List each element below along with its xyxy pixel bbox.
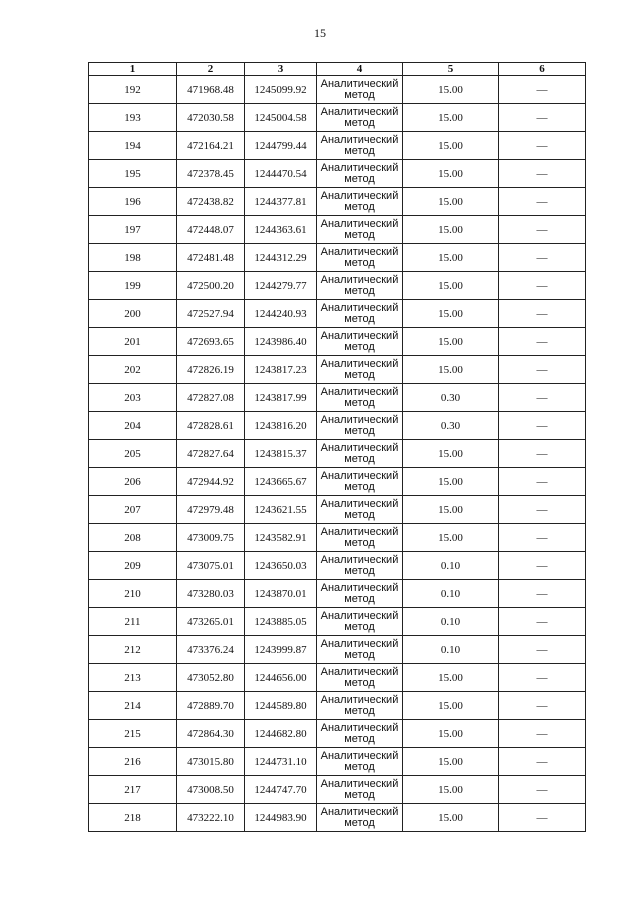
table-row <box>89 412 586 440</box>
x-coordinate-cell: 472827.64 <box>177 440 245 468</box>
point-number-cell: 202 <box>89 356 177 384</box>
accuracy-cell: 15.00 <box>403 440 499 468</box>
method-text: метод <box>344 564 375 577</box>
method-text: Аналитический <box>320 469 399 482</box>
accuracy-cell: 15.00 <box>403 524 499 552</box>
method-text: Аналитический <box>320 805 399 818</box>
method-text: Аналитический <box>320 329 399 342</box>
method-text: Аналитический <box>320 385 399 398</box>
method-text: Аналитический <box>320 553 399 566</box>
y-coordinate-cell: 1243870.01 <box>245 580 317 608</box>
accuracy-cell: 15.00 <box>403 272 499 300</box>
y-coordinate-cell: 1243816.20 <box>245 412 317 440</box>
method-text: Аналитический <box>320 777 399 790</box>
point-number-cell: 211 <box>89 608 177 636</box>
x-coordinate-cell: 473280.03 <box>177 580 245 608</box>
method-cell <box>317 76 403 104</box>
y-coordinate-cell: 1244470.54 <box>245 160 317 188</box>
y-coordinate-cell: 1244747.70 <box>245 776 317 804</box>
method-cell <box>317 748 403 776</box>
method-text: Аналитический <box>320 497 399 510</box>
method-cell <box>317 104 403 132</box>
accuracy-cell: 15.00 <box>403 244 499 272</box>
x-coordinate-cell: 472827.08 <box>177 384 245 412</box>
point-number-cell: 208 <box>89 524 177 552</box>
method-text: метод <box>344 732 375 745</box>
note-cell: — <box>499 608 586 636</box>
method-cell <box>317 552 403 580</box>
table-row <box>89 692 586 720</box>
accuracy-cell: 15.00 <box>403 468 499 496</box>
y-coordinate-cell: 1243986.40 <box>245 328 317 356</box>
y-coordinate-cell: 1243817.99 <box>245 384 317 412</box>
method-cell <box>317 384 403 412</box>
method-text: метод <box>344 396 375 409</box>
note-cell: — <box>499 272 586 300</box>
x-coordinate-cell: 472826.19 <box>177 356 245 384</box>
method-text: метод <box>344 508 375 521</box>
method-text: Аналитический <box>320 637 399 650</box>
column-header: 1 <box>89 63 177 76</box>
method-text: Аналитический <box>320 273 399 286</box>
method-text: метод <box>344 592 375 605</box>
method-text: Аналитический <box>320 77 399 90</box>
point-number-cell: 196 <box>89 188 177 216</box>
method-cell <box>317 328 403 356</box>
column-header: 4 <box>317 63 403 76</box>
y-coordinate-cell: 1244682.80 <box>245 720 317 748</box>
x-coordinate-cell: 473015.80 <box>177 748 245 776</box>
accuracy-cell: 0.10 <box>403 552 499 580</box>
point-number-cell: 198 <box>89 244 177 272</box>
accuracy-cell: 15.00 <box>403 132 499 160</box>
point-number-cell: 205 <box>89 440 177 468</box>
y-coordinate-cell: 1243999.87 <box>245 636 317 664</box>
method-cell <box>317 272 403 300</box>
method-text: метод <box>344 228 375 241</box>
method-text: Аналитический <box>320 749 399 762</box>
table-row <box>89 216 586 244</box>
x-coordinate-cell: 473008.50 <box>177 776 245 804</box>
x-coordinate-cell: 472481.48 <box>177 244 245 272</box>
y-coordinate-cell: 1244799.44 <box>245 132 317 160</box>
method-text: метод <box>344 648 375 661</box>
y-coordinate-cell: 1244279.77 <box>245 272 317 300</box>
method-text: метод <box>344 424 375 437</box>
x-coordinate-cell: 473052.80 <box>177 664 245 692</box>
note-cell: — <box>499 748 586 776</box>
note-cell: — <box>499 580 586 608</box>
method-cell <box>317 580 403 608</box>
method-text: метод <box>344 88 375 101</box>
accuracy-cell: 15.00 <box>403 216 499 244</box>
note-cell: — <box>499 300 586 328</box>
x-coordinate-cell: 472378.45 <box>177 160 245 188</box>
y-coordinate-cell: 1243665.67 <box>245 468 317 496</box>
table-row <box>89 244 586 272</box>
note-cell: — <box>499 104 586 132</box>
method-text: метод <box>344 172 375 185</box>
x-coordinate-cell: 472030.58 <box>177 104 245 132</box>
accuracy-cell: 15.00 <box>403 496 499 524</box>
x-coordinate-cell: 472527.94 <box>177 300 245 328</box>
method-cell <box>317 412 403 440</box>
y-coordinate-cell: 1244240.93 <box>245 300 317 328</box>
method-cell <box>317 244 403 272</box>
table-row <box>89 468 586 496</box>
point-number-cell: 213 <box>89 664 177 692</box>
accuracy-cell: 15.00 <box>403 692 499 720</box>
method-text: Аналитический <box>320 581 399 594</box>
method-text: Аналитический <box>320 161 399 174</box>
point-number-cell: 214 <box>89 692 177 720</box>
point-number-cell: 207 <box>89 496 177 524</box>
accuracy-cell: 15.00 <box>403 188 499 216</box>
method-text: Аналитический <box>320 413 399 426</box>
method-text: метод <box>344 340 375 353</box>
point-number-cell: 192 <box>89 76 177 104</box>
page-number: 15 <box>314 26 326 40</box>
method-text: Аналитический <box>320 105 399 118</box>
note-cell: — <box>499 524 586 552</box>
x-coordinate-cell: 472438.82 <box>177 188 245 216</box>
accuracy-cell: 15.00 <box>403 300 499 328</box>
accuracy-cell: 0.10 <box>403 608 499 636</box>
point-number-cell: 210 <box>89 580 177 608</box>
note-cell: — <box>499 244 586 272</box>
point-number-cell: 200 <box>89 300 177 328</box>
method-text: Аналитический <box>320 301 399 314</box>
note-cell: — <box>499 328 586 356</box>
y-coordinate-cell: 1243621.55 <box>245 496 317 524</box>
point-number-cell: 217 <box>89 776 177 804</box>
note-cell: — <box>499 552 586 580</box>
method-text: Аналитический <box>320 441 399 454</box>
x-coordinate-cell: 473265.01 <box>177 608 245 636</box>
method-text: Аналитический <box>320 609 399 622</box>
method-text: метод <box>344 704 375 717</box>
y-coordinate-cell: 1245004.58 <box>245 104 317 132</box>
method-text: Аналитический <box>320 665 399 678</box>
table-row <box>89 272 586 300</box>
table-row <box>89 440 586 468</box>
x-coordinate-cell: 473009.75 <box>177 524 245 552</box>
table-row <box>89 664 586 692</box>
accuracy-cell: 15.00 <box>403 804 499 832</box>
y-coordinate-cell: 1244589.80 <box>245 692 317 720</box>
accuracy-cell: 0.10 <box>403 636 499 664</box>
method-text: метод <box>344 312 375 325</box>
method-cell <box>317 188 403 216</box>
y-coordinate-cell: 1243815.37 <box>245 440 317 468</box>
method-text: метод <box>344 284 375 297</box>
table-row <box>89 328 586 356</box>
method-cell <box>317 216 403 244</box>
point-number-cell: 216 <box>89 748 177 776</box>
point-number-cell: 197 <box>89 216 177 244</box>
x-coordinate-cell: 472164.21 <box>177 132 245 160</box>
x-coordinate-cell: 473222.10 <box>177 804 245 832</box>
table-row <box>89 748 586 776</box>
note-cell: — <box>499 804 586 832</box>
method-text: метод <box>344 480 375 493</box>
table-row <box>89 524 586 552</box>
accuracy-cell: 0.30 <box>403 384 499 412</box>
note-cell: — <box>499 160 586 188</box>
x-coordinate-cell: 472944.92 <box>177 468 245 496</box>
note-cell: — <box>499 776 586 804</box>
method-text: Аналитический <box>320 693 399 706</box>
table-row <box>89 356 586 384</box>
y-coordinate-cell: 1243885.05 <box>245 608 317 636</box>
x-coordinate-cell: 472864.30 <box>177 720 245 748</box>
table-row <box>89 300 586 328</box>
accuracy-cell: 15.00 <box>403 664 499 692</box>
y-coordinate-cell: 1243650.03 <box>245 552 317 580</box>
column-header: 6 <box>499 63 586 76</box>
accuracy-cell: 15.00 <box>403 104 499 132</box>
table-row <box>89 160 586 188</box>
method-text: метод <box>344 116 375 129</box>
table-row <box>89 636 586 664</box>
note-cell: — <box>499 188 586 216</box>
method-text: метод <box>344 676 375 689</box>
note-cell: — <box>499 384 586 412</box>
accuracy-cell: 15.00 <box>403 720 499 748</box>
note-cell: — <box>499 664 586 692</box>
x-coordinate-cell: 472693.65 <box>177 328 245 356</box>
method-text: Аналитический <box>320 189 399 202</box>
note-cell: — <box>499 132 586 160</box>
point-number-cell: 209 <box>89 552 177 580</box>
coordinates-table <box>88 62 586 832</box>
accuracy-cell: 15.00 <box>403 160 499 188</box>
method-text: метод <box>344 536 375 549</box>
method-cell <box>317 636 403 664</box>
table-row <box>89 776 586 804</box>
x-coordinate-cell: 471968.48 <box>177 76 245 104</box>
note-cell: — <box>499 216 586 244</box>
y-coordinate-cell: 1244656.00 <box>245 664 317 692</box>
table-row <box>89 804 586 832</box>
point-number-cell: 193 <box>89 104 177 132</box>
method-cell <box>317 132 403 160</box>
method-text: метод <box>344 620 375 633</box>
table-row <box>89 104 586 132</box>
header-row <box>89 63 586 76</box>
accuracy-cell: 15.00 <box>403 356 499 384</box>
method-cell <box>317 524 403 552</box>
table-row <box>89 552 586 580</box>
y-coordinate-cell: 1244377.81 <box>245 188 317 216</box>
method-cell <box>317 356 403 384</box>
method-text: метод <box>344 144 375 157</box>
y-coordinate-cell: 1244312.29 <box>245 244 317 272</box>
note-cell: — <box>499 468 586 496</box>
x-coordinate-cell: 472828.61 <box>177 412 245 440</box>
note-cell: — <box>499 636 586 664</box>
method-text: метод <box>344 200 375 213</box>
point-number-cell: 199 <box>89 272 177 300</box>
accuracy-cell: 15.00 <box>403 328 499 356</box>
accuracy-cell: 15.00 <box>403 776 499 804</box>
table-row <box>89 496 586 524</box>
method-text: Аналитический <box>320 217 399 230</box>
table-row <box>89 188 586 216</box>
method-text: Аналитический <box>320 357 399 370</box>
y-coordinate-cell: 1244731.10 <box>245 748 317 776</box>
method-text: метод <box>344 368 375 381</box>
x-coordinate-cell: 473376.24 <box>177 636 245 664</box>
column-header: 5 <box>403 63 499 76</box>
accuracy-cell: 0.10 <box>403 580 499 608</box>
point-number-cell: 218 <box>89 804 177 832</box>
method-cell <box>317 608 403 636</box>
y-coordinate-cell: 1245099.92 <box>245 76 317 104</box>
method-cell <box>317 496 403 524</box>
method-cell <box>317 300 403 328</box>
method-text: Аналитический <box>320 721 399 734</box>
method-cell <box>317 692 403 720</box>
note-cell: — <box>499 692 586 720</box>
y-coordinate-cell: 1244983.90 <box>245 804 317 832</box>
table-row <box>89 384 586 412</box>
method-text: метод <box>344 256 375 269</box>
x-coordinate-cell: 472889.70 <box>177 692 245 720</box>
note-cell: — <box>499 356 586 384</box>
x-coordinate-cell: 472448.07 <box>177 216 245 244</box>
column-header: 3 <box>245 63 317 76</box>
point-number-cell: 203 <box>89 384 177 412</box>
method-cell <box>317 440 403 468</box>
method-text: Аналитический <box>320 133 399 146</box>
accuracy-cell: 15.00 <box>403 76 499 104</box>
x-coordinate-cell: 473075.01 <box>177 552 245 580</box>
method-text: Аналитический <box>320 245 399 258</box>
method-text: метод <box>344 816 375 829</box>
method-text: Аналитический <box>320 525 399 538</box>
method-cell <box>317 160 403 188</box>
table-row <box>89 720 586 748</box>
point-number-cell: 215 <box>89 720 177 748</box>
y-coordinate-cell: 1244363.61 <box>245 216 317 244</box>
method-cell <box>317 720 403 748</box>
y-coordinate-cell: 1243582.91 <box>245 524 317 552</box>
table-row <box>89 580 586 608</box>
note-cell: — <box>499 412 586 440</box>
method-text: метод <box>344 452 375 465</box>
column-header: 2 <box>177 63 245 76</box>
table-row <box>89 132 586 160</box>
point-number-cell: 194 <box>89 132 177 160</box>
note-cell: — <box>499 496 586 524</box>
table-row <box>89 608 586 636</box>
method-text: метод <box>344 760 375 773</box>
point-number-cell: 195 <box>89 160 177 188</box>
note-cell: — <box>499 76 586 104</box>
method-cell <box>317 664 403 692</box>
note-cell: — <box>499 440 586 468</box>
x-coordinate-cell: 472500.20 <box>177 272 245 300</box>
note-cell: — <box>499 720 586 748</box>
point-number-cell: 201 <box>89 328 177 356</box>
method-cell <box>317 804 403 832</box>
method-cell <box>317 776 403 804</box>
y-coordinate-cell: 1243817.23 <box>245 356 317 384</box>
point-number-cell: 212 <box>89 636 177 664</box>
method-text: метод <box>344 788 375 801</box>
accuracy-cell: 0.30 <box>403 412 499 440</box>
accuracy-cell: 15.00 <box>403 748 499 776</box>
method-cell <box>317 468 403 496</box>
x-coordinate-cell: 472979.48 <box>177 496 245 524</box>
point-number-cell: 204 <box>89 412 177 440</box>
point-number-cell: 206 <box>89 468 177 496</box>
table-row <box>89 76 586 104</box>
